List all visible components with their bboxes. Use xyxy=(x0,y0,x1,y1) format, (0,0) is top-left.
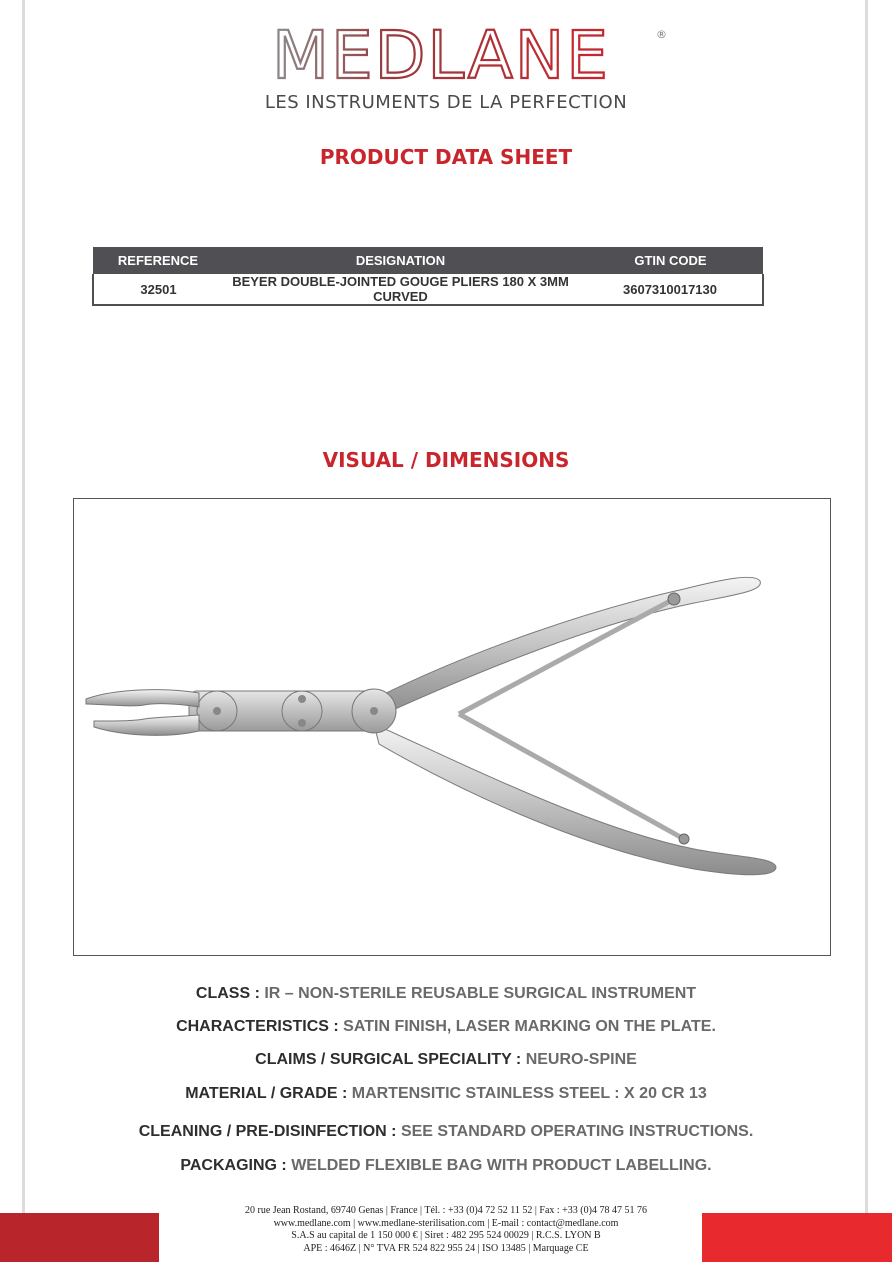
col-header-designation: DESIGNATION xyxy=(223,247,578,274)
spec-cleaning: CLEANING / PRE-DISINFECTION : SEE STANDARD OPERATING INSTRUCTIONS. xyxy=(138,1123,754,1140)
col-header-reference: REFERENCE xyxy=(93,247,223,274)
cell-designation: BEYER DOUBLE-JOINTED GOUGE PLIERS 180 X 3MM CURVED xyxy=(223,274,578,305)
right-border-line xyxy=(865,0,868,1262)
col-header-gtin: GTIN CODE xyxy=(578,247,763,274)
footer-registration: APE : 4646Z | N° TVA FR 524 822 955 24 | ISO 13485 | Marquage CE xyxy=(303,1242,589,1254)
spec-characteristics: CHARACTERISTICS : SATIN FINISH, LASER MARKING ON THE PLATE. xyxy=(176,1018,716,1035)
spec-class: CLASS : IR – NON-STERILE REUSABLE SURGICAL INSTRUMENT xyxy=(195,985,697,1002)
spec-claims: CLAIMS / SURGICAL SPECIALITY : NEURO-SPINE xyxy=(255,1051,637,1068)
left-border-line xyxy=(22,0,25,1262)
registered-mark: ® xyxy=(656,28,667,41)
cell-gtin: 3607310017130 xyxy=(578,274,763,305)
product-reference-table xyxy=(92,247,764,306)
company-footer xyxy=(0,1205,892,1255)
tagline: LES INSTRUMENTS DE LA PERFECTION xyxy=(264,92,628,113)
product-sheet-title: PRODUCT DATA SHEET xyxy=(319,145,573,169)
product-visual-frame xyxy=(73,498,831,956)
footer-address: 20 rue Jean Rostand, 69740 Genas | France | Tél. : +33 (0)4 72 52 11 52 | Fax : +33 (0)4 78 47 51 76 xyxy=(245,1205,647,1216)
table-row xyxy=(93,274,763,305)
footer-capital: S.A.S au capital de 1 150 000 € | Siret : 482 295 524 00029 | R.C.S. LYON B xyxy=(291,1230,601,1241)
brand-wordmark: MEDLANE xyxy=(272,22,610,86)
cell-reference: 32501 xyxy=(93,274,223,305)
footer-web: www.medlane.com | www.medlane-sterilisation.com | E-mail : contact@medlane.com xyxy=(273,1217,619,1229)
visual-dimensions-title: VISUAL / DIMENSIONS xyxy=(322,448,570,472)
spec-packaging: PACKAGING : WELDED FLEXIBLE BAG WITH PRODUCT LABELLING. xyxy=(180,1157,712,1174)
brand-logo xyxy=(0,22,892,86)
gouge-pliers-illustration xyxy=(74,499,830,955)
spec-material: MATERIAL / GRADE : MARTENSITIC STAINLESS STEEL : X 20 CR 13 xyxy=(185,1085,707,1102)
